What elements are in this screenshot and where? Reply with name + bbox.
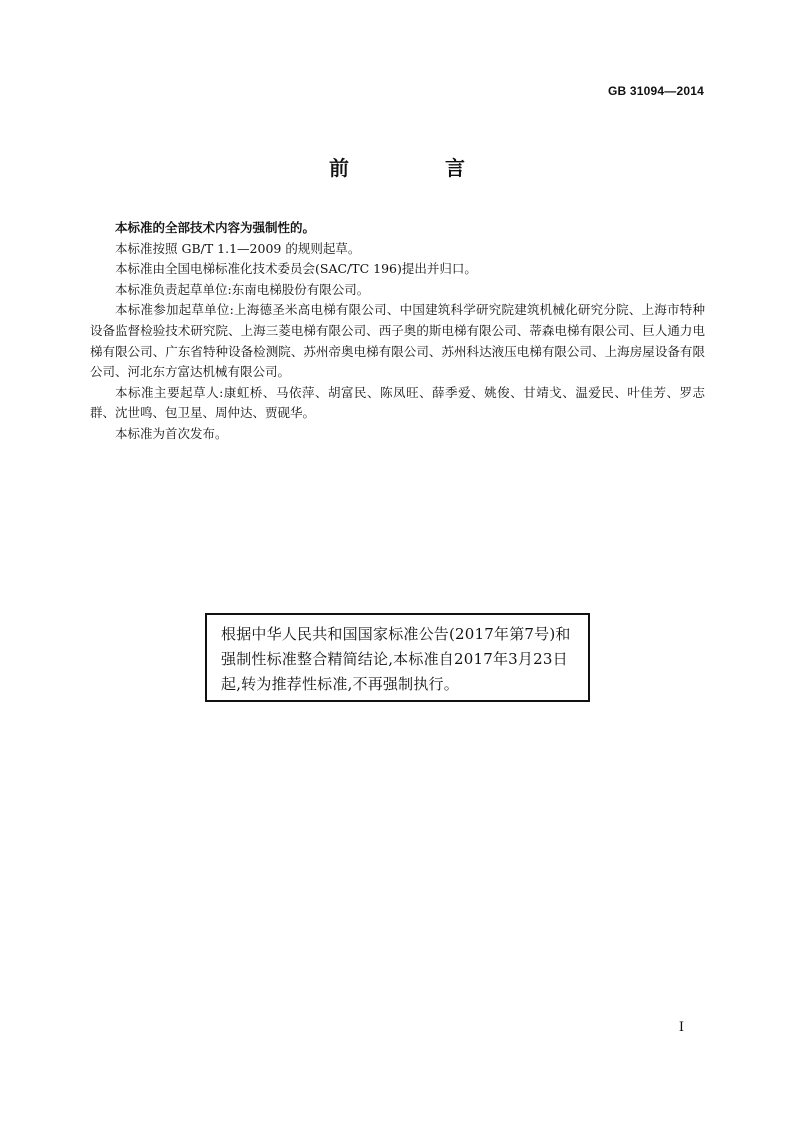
foreword-body <box>90 218 705 445</box>
paragraph-first-release: 本标准为首次发布。 <box>115 425 228 441</box>
paragraph-mandatory: 本标准的全部技术内容为强制性的。 <box>115 220 316 235</box>
page-title: 前 言 <box>329 156 503 180</box>
paragraph-main-drafters: 本标准主要起草人:康虹桥、马依萍、胡富民、陈凤旺、薛季爱、姚俊、甘靖戈、温爱民、叶佳芳、罗志群、沈世鸣、包卫星、周仲达、贾砚华。 <box>90 384 705 421</box>
paragraph-participating-units: 本标准参加起草单位:上海德圣米高电梯有限公司、中国建筑科学研究院建筑机械化研究分院、上海市特种设备监督检验技术研究院、上海三菱电梯有限公司、西子奥的斯电梯有限公司、蒂森电梯有限公司、巨人通力电梯有限公司、广东省特种设备检测院、苏州帝奥电梯有限公司、苏州科达液压电梯有限公司、上海房屋设备有限公司、河北东方富达机械有限公司。 <box>90 302 705 380</box>
page-number: I <box>678 1020 684 1035</box>
notice-box <box>205 613 590 702</box>
paragraph-drafting-rules: 本标准按照 GB/T 1.1—2009 的规则起草。 <box>115 240 361 256</box>
standard-code: GB 31094—2014 <box>608 84 704 98</box>
notice-text: 根据中华人民共和国国家标准公告(2017年第7号)和强制性标准整合精简结论,本标准自2017年3月23日起,转为推荐性标准,不再强制执行。 <box>221 625 571 693</box>
paragraph-proposer: 本标准由全国电梯标准化技术委员会(SAC/TC 196)提出并归口。 <box>115 261 477 277</box>
paragraph-lead-drafter: 本标准负责起草单位:东南电梯股份有限公司。 <box>115 281 370 297</box>
